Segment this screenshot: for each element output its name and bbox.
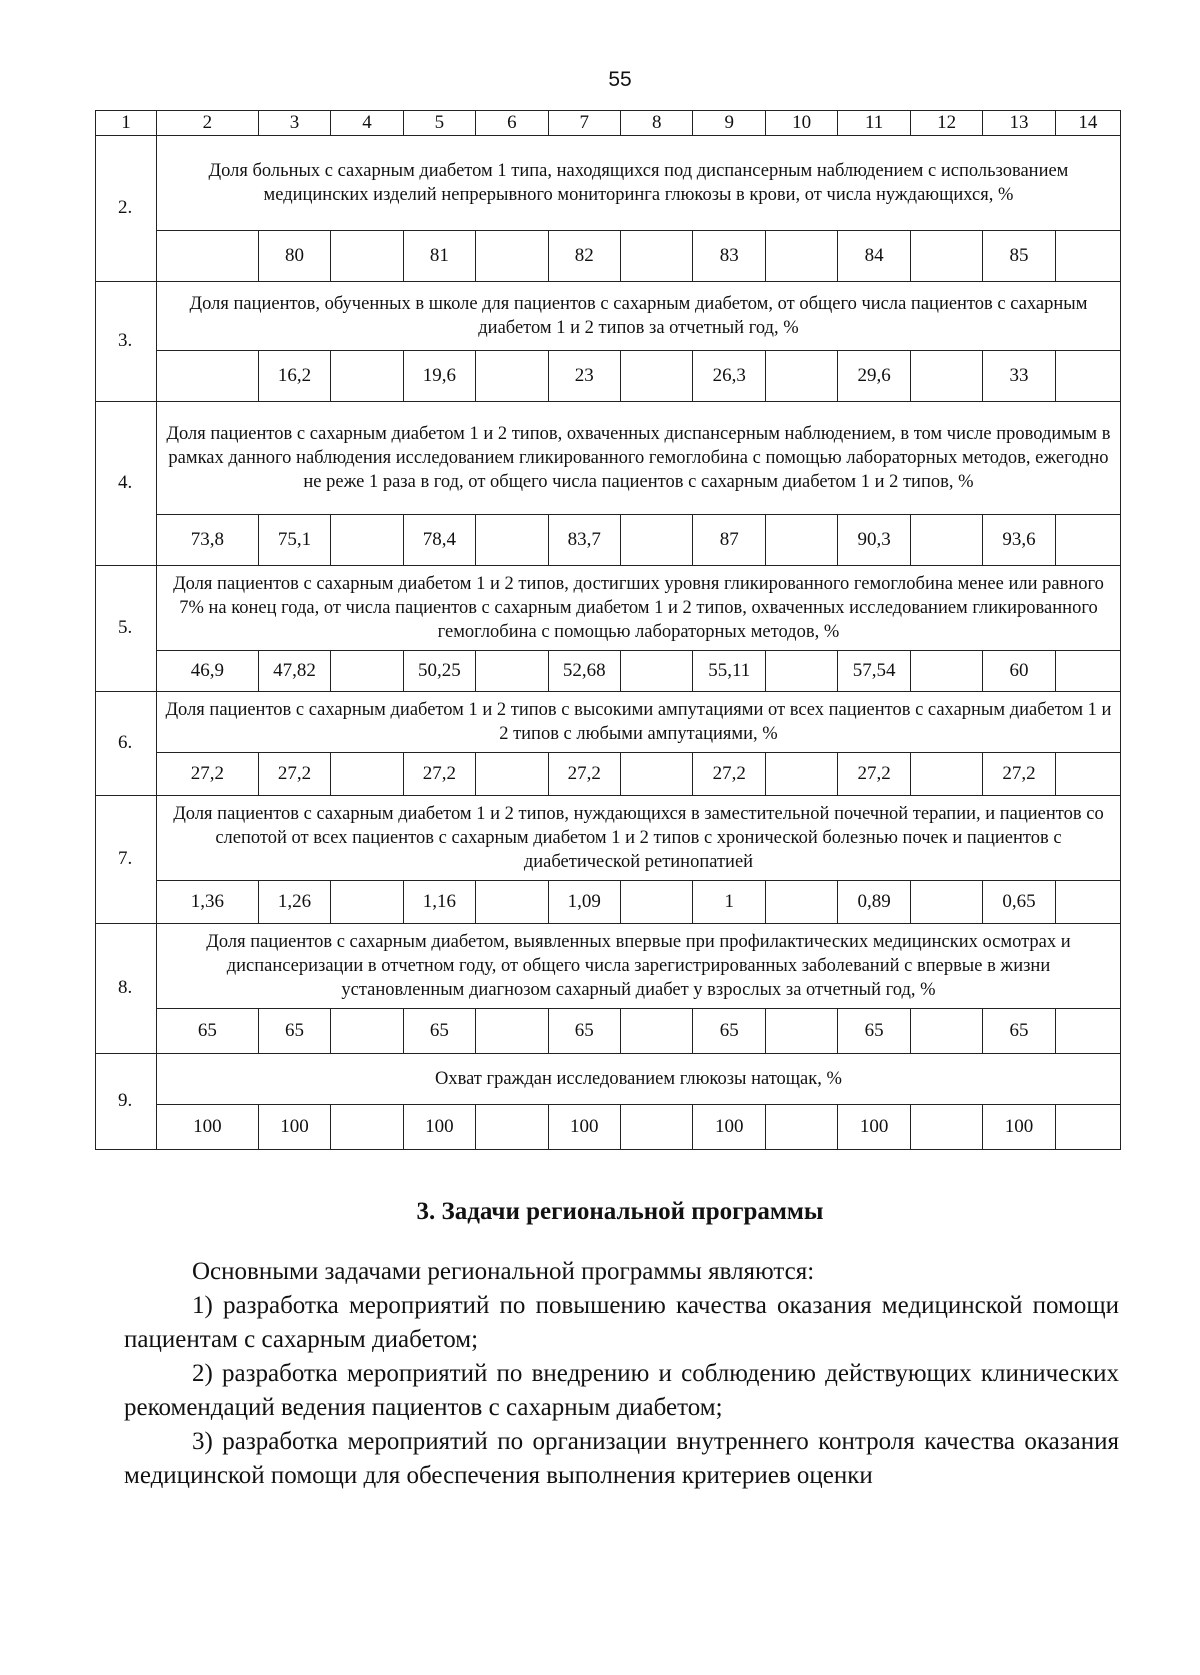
value-cell: 27,2 [403, 753, 475, 796]
value-cell: 65 [693, 1009, 765, 1054]
value-cell [331, 515, 403, 566]
value-cell [621, 1105, 693, 1150]
value-cell: 93,6 [983, 515, 1055, 566]
value-cell [621, 351, 693, 402]
value-cell: 19,6 [403, 351, 475, 402]
value-cell [331, 651, 403, 692]
value-cell: 55,11 [693, 651, 765, 692]
table-row [96, 1054, 1121, 1105]
indicator-description: Доля пациентов, обученных в школе для пациентов с сахарным диабетом, от общего числа пациентов с сахарным диабетом 1 и 2 типов за отчетный год, % [156, 282, 1120, 351]
value-cell [910, 231, 982, 282]
value-cell: 57,54 [838, 651, 910, 692]
row-number: 4. [96, 402, 157, 566]
values-row [96, 651, 1121, 692]
value-cell: 100 [403, 1105, 475, 1150]
value-cell [331, 231, 403, 282]
header-cell: 5 [403, 111, 475, 136]
value-cell [1055, 881, 1120, 924]
value-cell [765, 1105, 837, 1150]
value-cell: 23 [548, 351, 620, 402]
value-cell: 65 [156, 1009, 258, 1054]
value-cell: 26,3 [693, 351, 765, 402]
value-cell: 100 [258, 1105, 330, 1150]
row-number: 3. [96, 282, 157, 402]
value-cell: 75,1 [258, 515, 330, 566]
header-cell: 9 [693, 111, 765, 136]
values-row [96, 753, 1121, 796]
value-cell [1055, 1105, 1120, 1150]
value-cell [765, 515, 837, 566]
values-row [96, 351, 1121, 402]
header-cell: 7 [548, 111, 620, 136]
row-number: 5. [96, 566, 157, 692]
value-cell [765, 651, 837, 692]
value-cell: 65 [838, 1009, 910, 1054]
value-cell [476, 753, 548, 796]
row-number: 8. [96, 924, 157, 1054]
value-cell [765, 881, 837, 924]
value-cell [476, 231, 548, 282]
value-cell [910, 1009, 982, 1054]
value-cell: 65 [258, 1009, 330, 1054]
value-cell: 84 [838, 231, 910, 282]
indicator-description: Доля пациентов с сахарным диабетом 1 и 2 типов, нуждающихся в заместительной почечной терапии, и пациентов со слепотой от всех пациентов с сахарным диабетом 1 и 2 типов с хронической болезнью почек и пациентов с диабетической ретинопатией [156, 796, 1120, 881]
value-cell [476, 515, 548, 566]
row-number: 2. [96, 136, 157, 282]
value-cell [476, 1009, 548, 1054]
table-row [96, 924, 1121, 1009]
value-cell [765, 1009, 837, 1054]
values-row [96, 881, 1121, 924]
value-cell: 82 [548, 231, 620, 282]
value-cell: 0,89 [838, 881, 910, 924]
indicator-description: Доля пациентов с сахарным диабетом, выявленных впервые при профилактических медицинских осмотрах и диспансеризации в отчетном году, от общего числа зарегистрированных заболеваний с впервые в жизни установленным диагнозом сахарный диабет у взрослых за отчетный год, % [156, 924, 1120, 1009]
value-cell: 27,2 [548, 753, 620, 796]
value-cell [621, 881, 693, 924]
value-cell [156, 231, 258, 282]
value-cell: 65 [548, 1009, 620, 1054]
value-cell: 85 [983, 231, 1055, 282]
value-cell [476, 1105, 548, 1150]
value-cell [621, 753, 693, 796]
table-row [96, 402, 1121, 515]
values-row [96, 1009, 1121, 1054]
value-cell: 83 [693, 231, 765, 282]
indicator-description: Доля пациентов с сахарным диабетом 1 и 2 типов, охваченных диспансерным наблюдением, в том числе проводимым в рамках данного наблюдения исследованием гликированного гемоглобина с помощью лабораторных методов, ежегодно не реже 1 раза в год, от общего числа пациентов с сахарным диабетом 1 и 2 типов, % [156, 402, 1120, 515]
indicator-description: Доля пациентов с сахарным диабетом 1 и 2 типов, достигших уровня гликированного гемоглобина менее или равного 7% на конец года, от числа пациентов с сахарным диабетом 1 и 2 типов, охваченных исследованием гликированного гемоглобина с помощью лабораторных методов, % [156, 566, 1120, 651]
value-cell: 0,65 [983, 881, 1055, 924]
value-cell: 100 [548, 1105, 620, 1150]
value-cell [1055, 651, 1120, 692]
value-cell: 1 [693, 881, 765, 924]
value-cell [476, 651, 548, 692]
value-cell [910, 515, 982, 566]
value-cell [910, 351, 982, 402]
value-cell: 100 [838, 1105, 910, 1150]
value-cell: 100 [983, 1105, 1055, 1150]
header-cell: 6 [476, 111, 548, 136]
value-cell: 27,2 [258, 753, 330, 796]
value-cell: 27,2 [693, 753, 765, 796]
header-row [96, 111, 1121, 136]
value-cell: 73,8 [156, 515, 258, 566]
task-item-2: 2) разработка мероприятий по внедрению и соблюдению действующих клинических рекомендаций ведения пациентов с сахарным диабетом; [124, 1360, 1119, 1421]
row-number: 6. [96, 692, 157, 796]
value-cell [331, 881, 403, 924]
value-cell: 87 [693, 515, 765, 566]
value-cell: 47,82 [258, 651, 330, 692]
value-cell [765, 231, 837, 282]
value-cell [1055, 351, 1120, 402]
value-cell: 80 [258, 231, 330, 282]
value-cell [621, 515, 693, 566]
values-row [96, 1105, 1121, 1150]
value-cell: 33 [983, 351, 1055, 402]
indicator-description: Охват граждан исследованием глюкозы натощак, % [156, 1054, 1120, 1105]
indicator-description: Доля больных с сахарным диабетом 1 типа, находящихся под диспансерным наблюдением с использованием медицинских изделий непрерывного мониторинга глюкозы в крови, от числа нуждающихся, % [156, 136, 1120, 231]
page-number: 55 [608, 68, 632, 91]
header-cell: 3 [258, 111, 330, 136]
value-cell [331, 351, 403, 402]
value-cell [910, 1105, 982, 1150]
value-cell [476, 351, 548, 402]
value-cell [765, 753, 837, 796]
value-cell: 83,7 [548, 515, 620, 566]
value-cell: 1,26 [258, 881, 330, 924]
value-cell [156, 351, 258, 402]
indicators-table [95, 110, 1121, 1150]
table-row [96, 796, 1121, 881]
header-cell: 10 [765, 111, 837, 136]
value-cell [910, 753, 982, 796]
task-item-1: 1) разработка мероприятий по повышению качества оказания медицинской помощи пациентам с сахарным диабетом; [124, 1292, 1119, 1353]
value-cell [765, 351, 837, 402]
header-cell: 1 [96, 111, 157, 136]
value-cell [621, 1009, 693, 1054]
header-cell: 13 [983, 111, 1055, 136]
value-cell: 27,2 [983, 753, 1055, 796]
value-cell: 1,16 [403, 881, 475, 924]
table-row [96, 692, 1121, 753]
value-cell [1055, 753, 1120, 796]
value-cell [1055, 515, 1120, 566]
row-number: 9. [96, 1054, 157, 1150]
table-row [96, 136, 1121, 231]
value-cell [621, 651, 693, 692]
value-cell: 90,3 [838, 515, 910, 566]
value-cell: 78,4 [403, 515, 475, 566]
header-cell: 8 [621, 111, 693, 136]
value-cell: 52,68 [548, 651, 620, 692]
value-cell [621, 231, 693, 282]
value-cell [476, 881, 548, 924]
value-cell [331, 1009, 403, 1054]
header-cell: 2 [156, 111, 258, 136]
value-cell: 1,36 [156, 881, 258, 924]
row-number: 7. [96, 796, 157, 924]
section-intro: Основными задачами региональной программы являются: [192, 1258, 815, 1285]
value-cell [910, 651, 982, 692]
task-item-3: 3) разработка мероприятий по организации внутреннего контроля качества оказания медицинской помощи для обеспечения выполнения критериев оценки [124, 1428, 1119, 1489]
header-cell: 11 [838, 111, 910, 136]
value-cell [1055, 231, 1120, 282]
header-cell: 4 [331, 111, 403, 136]
value-cell: 60 [983, 651, 1055, 692]
value-cell [910, 881, 982, 924]
value-cell: 27,2 [838, 753, 910, 796]
header-cell: 14 [1055, 111, 1120, 136]
section-body [124, 1255, 1119, 1493]
value-cell: 65 [983, 1009, 1055, 1054]
values-row [96, 515, 1121, 566]
value-cell: 29,6 [838, 351, 910, 402]
value-cell: 81 [403, 231, 475, 282]
value-cell: 46,9 [156, 651, 258, 692]
indicator-description: Доля пациентов с сахарным диабетом 1 и 2 типов с высокими ампутациями от всех пациентов с сахарным диабетом 1 и 2 типов с любыми ампутациями, % [156, 692, 1120, 753]
value-cell: 65 [403, 1009, 475, 1054]
table-row [96, 566, 1121, 651]
value-cell [331, 753, 403, 796]
value-cell [331, 1105, 403, 1150]
values-row [96, 231, 1121, 282]
header-cell: 12 [910, 111, 982, 136]
value-cell: 100 [156, 1105, 258, 1150]
value-cell [1055, 1009, 1120, 1054]
value-cell: 50,25 [403, 651, 475, 692]
value-cell: 16,2 [258, 351, 330, 402]
section-title: 3. Задачи региональной программы [416, 1198, 824, 1225]
value-cell: 100 [693, 1105, 765, 1150]
value-cell: 1,09 [548, 881, 620, 924]
table-row [96, 282, 1121, 351]
value-cell: 27,2 [156, 753, 258, 796]
